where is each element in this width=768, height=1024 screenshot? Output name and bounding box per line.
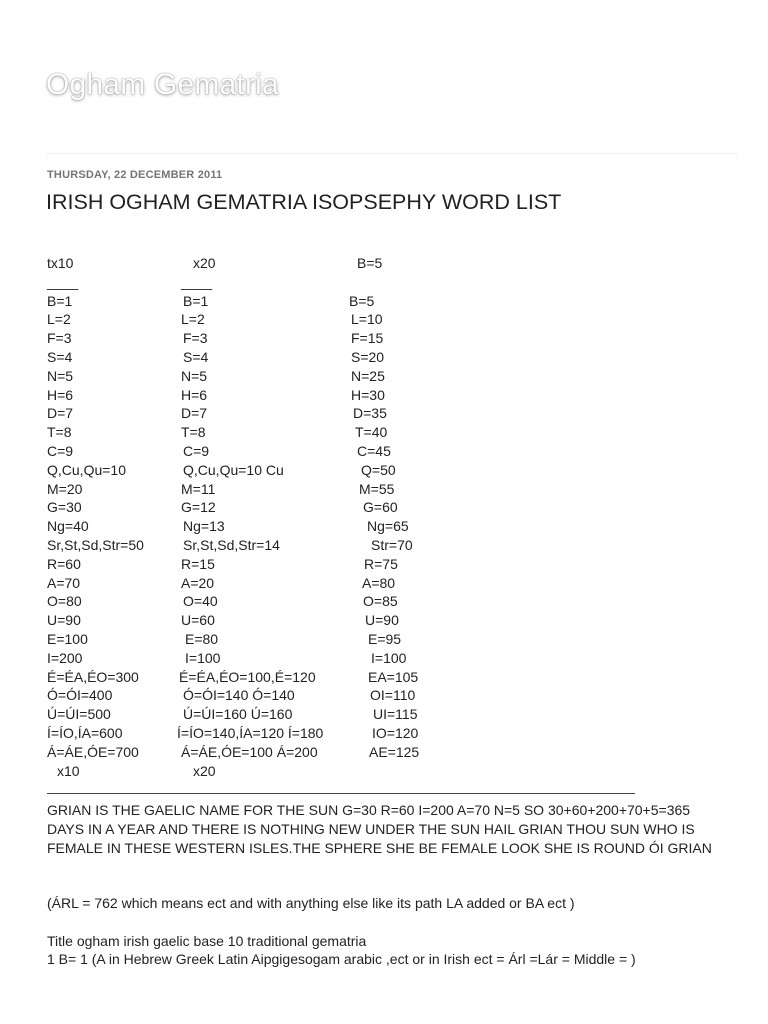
table-cell: M=11 bbox=[181, 480, 216, 497]
table-cell: L=2 bbox=[47, 311, 71, 328]
table-cell: M=20 bbox=[47, 480, 83, 497]
table-cell: N=25 bbox=[351, 367, 385, 384]
table-cell: O=80 bbox=[47, 593, 82, 610]
table-cell: E=100 bbox=[47, 630, 88, 647]
table-cell: U=90 bbox=[47, 612, 81, 629]
table-cell: UI=115 bbox=[373, 706, 418, 723]
table-cell: T=40 bbox=[355, 424, 388, 441]
table-cell: x10 bbox=[57, 762, 80, 779]
table-cell: H=30 bbox=[351, 386, 385, 403]
table-cell: N=5 bbox=[47, 367, 74, 384]
table-cell: D=7 bbox=[47, 405, 74, 422]
blog-title[interactable]: Ogham Gematria bbox=[46, 68, 279, 101]
table-cell: T=8 bbox=[47, 424, 72, 441]
table-cell: Á=ÁE,ÓE=100 Á=200 bbox=[181, 743, 318, 760]
table-cell: Ú=ÚI=160 Ú=160 bbox=[183, 706, 293, 723]
table-cell: Ó=ÓI=140 Ó=140 bbox=[183, 687, 295, 704]
table-cell: L=10 bbox=[351, 311, 383, 328]
table-cell: U=90 bbox=[365, 612, 399, 629]
table-cell: EA=105 bbox=[368, 668, 419, 685]
table-cell: C=9 bbox=[183, 442, 210, 459]
table-cell: C=45 bbox=[357, 442, 391, 459]
arl-note: (ÁRL = 762 which means ect and with anything else like its path LA added or BA ect ) bbox=[47, 895, 575, 911]
table-cell: M=55 bbox=[359, 480, 395, 497]
table-cell: D=7 bbox=[181, 405, 208, 422]
table-cell: A=20 bbox=[181, 574, 215, 591]
table-cell: O=85 bbox=[363, 593, 398, 610]
table-cell: IO=120 bbox=[372, 724, 419, 741]
table-cell: Sr,St,Sd,Str=14 bbox=[183, 536, 280, 553]
table-cell: R=60 bbox=[47, 555, 81, 572]
table-cell: C=9 bbox=[47, 442, 74, 459]
table-cell: tx10 bbox=[47, 255, 74, 271]
table-cell: Sr,St,Sd,Str=50 bbox=[47, 536, 144, 553]
table-cell: É=ÉA,ÉO=100,É=120 bbox=[179, 668, 316, 685]
table-cell: I=100 bbox=[371, 649, 407, 666]
blog-header bbox=[0, 0, 768, 150]
grian-paragraph: GRIAN IS THE GAELIC NAME FOR THE SUN G=30 R=60 I=200 A=70 N=5 SO 30+60+200+70+5=365 DAYS IN A YEAR AND THERE IS NOTHING NEW UNDER THE SUN HAIL GRIAN THOU SUN WHO IS FEMALE IN THESE WESTERN ISLES.THE SPHERE SHE BE FEMALE LOOK SHE IS ROUND ÓI GRIAN bbox=[47, 802, 712, 856]
table-cell: F=3 bbox=[47, 330, 72, 347]
table-cell: G=60 bbox=[363, 499, 398, 516]
table-cell: O=40 bbox=[183, 593, 218, 610]
table-cell: I=200 bbox=[47, 649, 83, 666]
horizontal-rule bbox=[47, 793, 635, 794]
table-cell: D=35 bbox=[353, 405, 387, 422]
table-cell: A=80 bbox=[362, 574, 396, 591]
table-cell: L=2 bbox=[181, 311, 205, 328]
post-title[interactable]: IRISH OGHAM GEMATRIA ISOPSEPHY WORD LIST bbox=[46, 190, 562, 214]
table-cell: ____ bbox=[181, 273, 213, 290]
table-cell: B=1 bbox=[47, 292, 73, 309]
table-cell: Ng=65 bbox=[367, 518, 409, 535]
table-cell: E=80 bbox=[185, 630, 219, 647]
table-cell: U=60 bbox=[181, 612, 215, 629]
table-cell: H=6 bbox=[47, 386, 74, 403]
table-cell: B=5 bbox=[357, 255, 383, 271]
table-cell: Ng=13 bbox=[183, 518, 225, 535]
table-cell: S=20 bbox=[351, 348, 385, 365]
table-cell: I=100 bbox=[185, 649, 221, 666]
table-cell: ____ bbox=[47, 273, 79, 290]
table-cell: Ú=ÚI=500 bbox=[47, 706, 111, 723]
table-cell: H=6 bbox=[181, 386, 208, 403]
table-cell: R=75 bbox=[364, 555, 398, 572]
table-cell: Í=ÍO,ÍA=600 bbox=[47, 724, 123, 741]
table-cell: F=15 bbox=[351, 330, 384, 347]
table-cell: T=8 bbox=[181, 424, 206, 441]
table-cell: OI=110 bbox=[370, 687, 416, 704]
table-cell: G=30 bbox=[47, 499, 82, 516]
table-cell: x20 bbox=[193, 762, 216, 779]
table-cell: A=70 bbox=[47, 574, 81, 591]
table-cell: N=5 bbox=[181, 367, 208, 384]
table-cell: Q,Cu,Qu=10 Cu bbox=[183, 461, 284, 478]
table-cell: E=95 bbox=[368, 630, 402, 647]
table-cell: Q,Cu,Qu=10 bbox=[47, 461, 126, 478]
table-cell: R=15 bbox=[181, 555, 215, 572]
table-cell: x20 bbox=[193, 255, 216, 271]
table-cell: Á=ÁE,ÓE=700 bbox=[47, 743, 139, 760]
table-cell: Ó=ÓI=400 bbox=[47, 687, 113, 704]
table-cell: B=1 bbox=[183, 292, 209, 309]
table-cell: É=ÉA,ÉO=300 bbox=[47, 668, 139, 685]
b-equals-one-line: 1 B= 1 (A in Hebrew Greek Latin Aipgigesogam arabic ,ect or in Irish ect = Árl =Lár = Middle = ) bbox=[47, 951, 636, 967]
table-cell: S=4 bbox=[183, 348, 209, 365]
table-cell: Q=50 bbox=[361, 461, 396, 478]
table-cell: G=12 bbox=[181, 499, 216, 516]
table-cell: B=5 bbox=[349, 292, 375, 309]
header-divider bbox=[46, 153, 738, 154]
title-line: Title ogham irish gaelic base 10 traditional gematria bbox=[47, 933, 367, 949]
table-cell: Ng=40 bbox=[47, 518, 89, 535]
table-cell: AE=125 bbox=[369, 743, 420, 760]
table-cell: F=3 bbox=[183, 330, 208, 347]
table-cell: Str=70 bbox=[371, 536, 413, 553]
post-date: THURSDAY, 22 DECEMBER 2011 bbox=[47, 169, 223, 181]
table-cell: S=4 bbox=[47, 348, 73, 365]
table-cell: Í=ÍO=140,ÍA=120 Í=180 bbox=[177, 724, 324, 741]
